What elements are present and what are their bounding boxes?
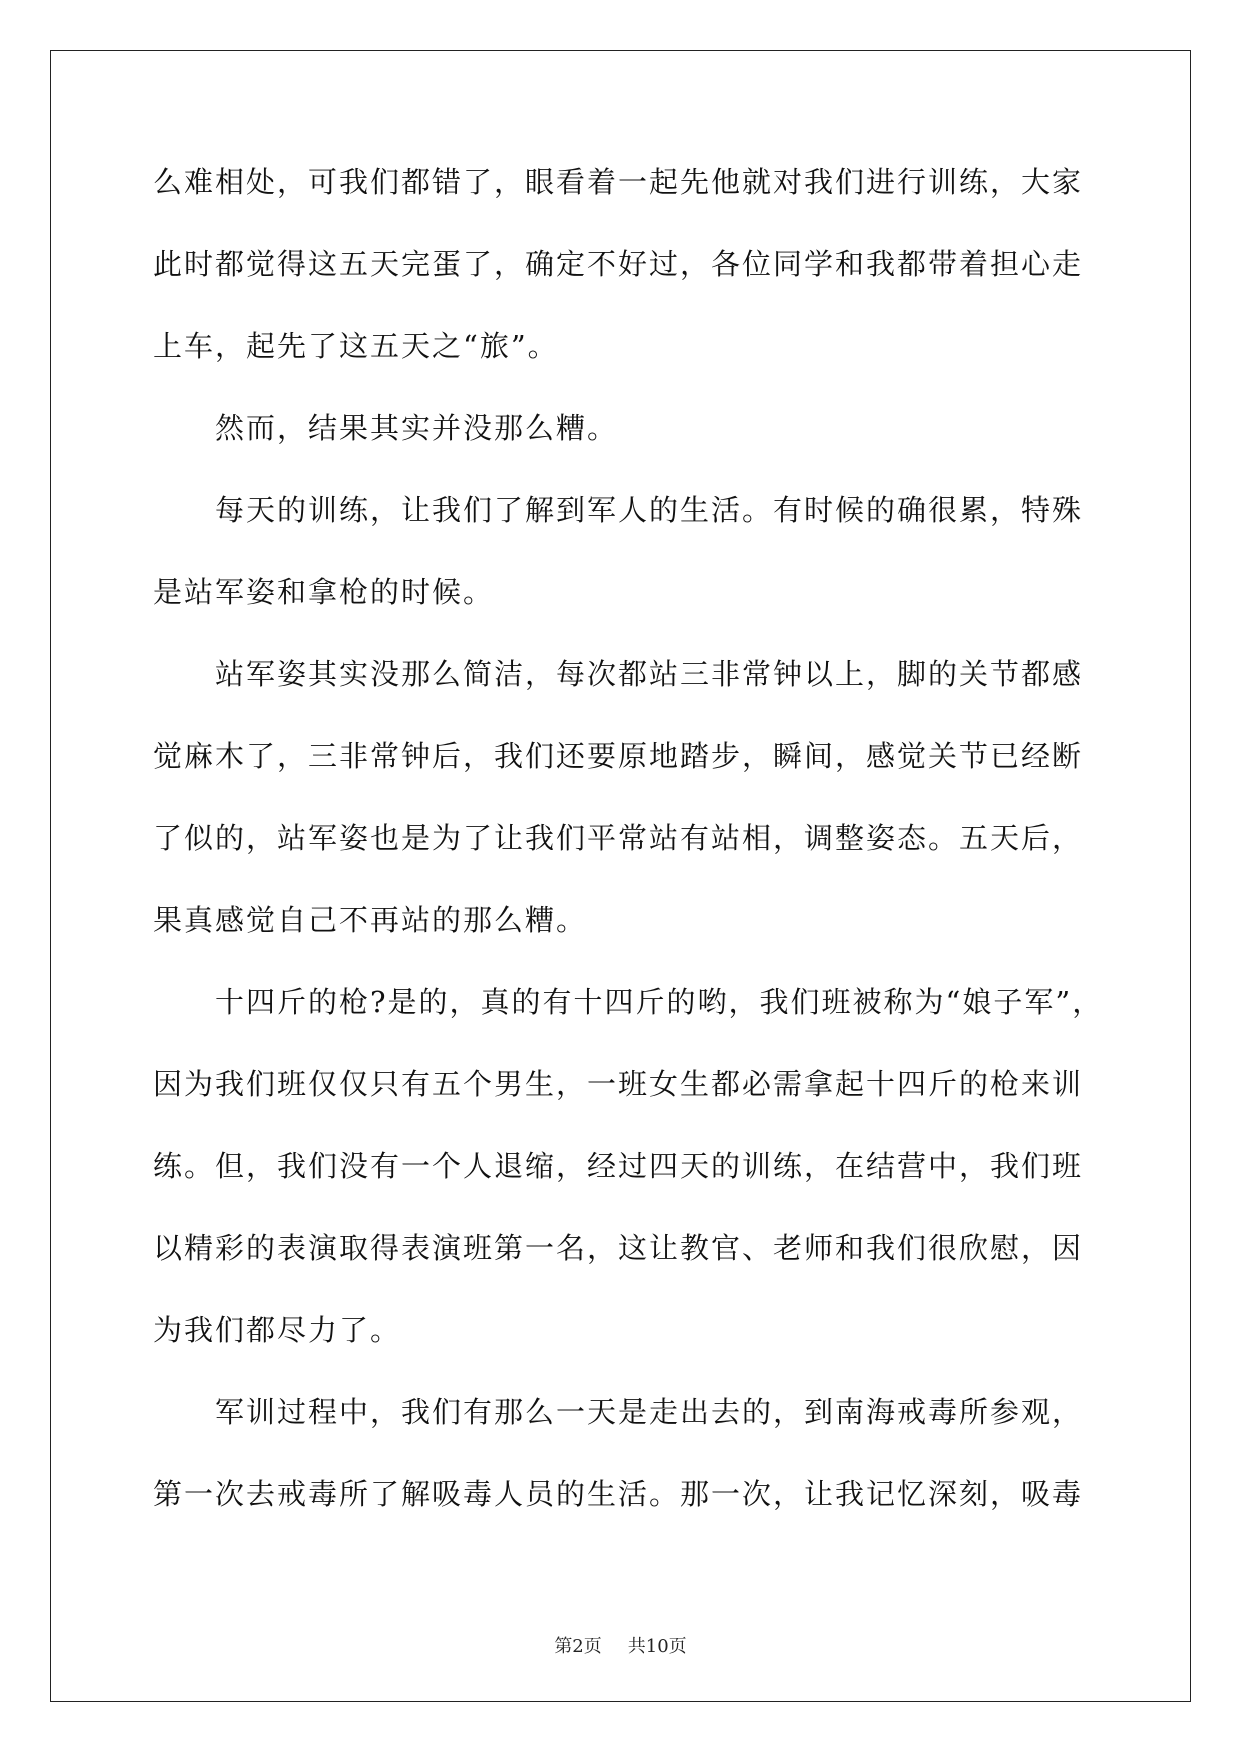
text-line: 因为我们班仅仅只有五个男生，一班女生都必需拿起十四斤的枪来训 xyxy=(153,1067,1084,1101)
text-line: 每天的训练，让我们了解到军人的生活。有时候的确很累，特殊 xyxy=(215,493,1084,527)
text-line: 上车，起先了这五天之“旅”。 xyxy=(153,329,559,363)
text-line: 练。但，我们没有一个人退缩，经过四天的训练，在结营中，我们班 xyxy=(153,1149,1084,1183)
text-line: 是站军姿和拿枪的时候。 xyxy=(153,575,495,609)
text-line: 么难相处，可我们都错了，眼看着一起先他就对我们进行训练，大家 xyxy=(153,165,1084,199)
text-line: 十四斤的枪?是的，真的有十四斤的哟，我们班被称为“娘子军”， xyxy=(215,985,1104,1019)
text-line: 军训过程中，我们有那么一天是走出去的，到南海戒毒所参观， xyxy=(215,1395,1084,1429)
text-line: 以精彩的表演取得表演班第一名，这让教官、老师和我们很欣慰，因 xyxy=(153,1231,1084,1265)
text-line: 然而，结果其实并没那么糟。 xyxy=(215,411,619,445)
text-line: 为我们都尽力了。 xyxy=(153,1313,402,1347)
text-line: 此时都觉得这五天完蛋了，确定不好过，各位同学和我都带着担心走 xyxy=(153,247,1084,281)
text-line: 了似的，站军姿也是为了让我们平常站有站相，调整姿态。五天后， xyxy=(153,821,1084,855)
page-footer xyxy=(0,1632,1241,1658)
text-line: 果真感觉自己不再站的那么糟。 xyxy=(153,903,588,937)
text-line: 觉麻木了，三非常钟后，我们还要原地踏步，瞬间，感觉关节已经断 xyxy=(153,739,1084,773)
page-total: 共10页 xyxy=(627,1636,687,1657)
document-body xyxy=(153,160,1104,1554)
page-number: 第2页 xyxy=(554,1636,602,1657)
text-line: 站军姿其实没那么简洁，每次都站三非常钟以上，脚的关节都感 xyxy=(215,657,1084,691)
text-line: 第一次去戒毒所了解吸毒人员的生活。那一次，让我记忆深刻，吸毒 xyxy=(153,1477,1084,1511)
